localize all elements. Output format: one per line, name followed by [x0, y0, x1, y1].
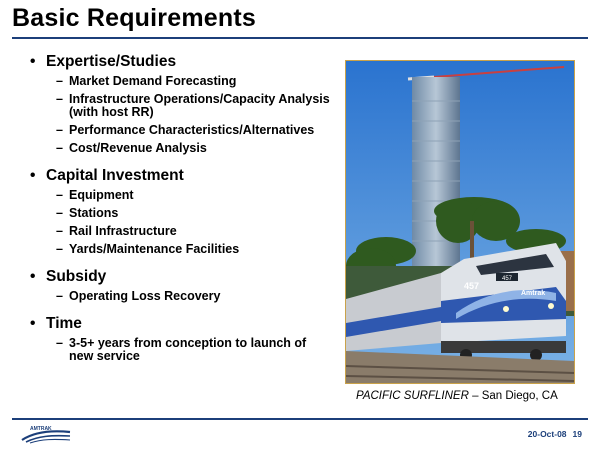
bullet-heading: • Time — [30, 315, 82, 332]
bullet-heading: • Expertise/Studies — [30, 53, 177, 70]
dash-icon: – — [56, 141, 63, 155]
caption-separator: – — [468, 390, 482, 402]
sub-item: – 3-5+ years from conception to launch of new service — [56, 336, 307, 363]
dash-icon: – — [56, 206, 63, 220]
amtrak-logo — [20, 424, 72, 444]
sub-item: – Equipment — [56, 188, 134, 202]
dash-icon: – — [56, 242, 63, 256]
dash-icon: – — [56, 336, 63, 350]
bullet-icon: • — [30, 315, 36, 332]
slide-title: Basic Requirements — [12, 4, 256, 32]
dash-icon: – — [56, 123, 63, 137]
sub-item: – Infrastructure Operations/Capacity Analysis (with host RR) — [56, 92, 330, 119]
sub-item: – Market Demand Forecasting — [56, 74, 237, 88]
dash-icon: – — [56, 224, 63, 238]
sub-item: – Cost/Revenue Analysis — [56, 141, 207, 155]
train-illustration — [346, 61, 574, 383]
sub-item: – Stations — [56, 206, 119, 220]
page-number: 19 — [572, 429, 582, 439]
amtrak-logo-icon — [20, 424, 72, 444]
bullet-heading: • Subsidy — [30, 268, 107, 285]
dash-icon: – — [56, 289, 63, 303]
title-divider — [12, 37, 588, 39]
bullet-icon: • — [30, 53, 36, 70]
dash-icon: – — [56, 74, 63, 88]
bullet-list — [30, 52, 330, 374]
caption-train-name: PACIFIC SURFLINER — [356, 390, 469, 402]
section-expertise — [30, 52, 330, 155]
train-number-plate: 457 — [501, 276, 513, 282]
sub-item: – Performance Characteristics/Alternatives — [56, 123, 315, 137]
caption-location: San Diego, CA — [481, 390, 558, 402]
bullet-icon: • — [30, 167, 36, 184]
section-subsidy — [30, 267, 330, 303]
sub-item: – Yards/Maintenance Facilities — [56, 242, 240, 256]
bullet-heading: • Capital Investment — [30, 167, 184, 184]
sub-item: – Rail Infrastructure — [56, 224, 177, 238]
logo-text: AMTRAK — [30, 426, 52, 432]
train-nose-number: 457 — [464, 281, 480, 291]
footer-info — [522, 429, 582, 439]
section-capital — [30, 166, 330, 256]
dash-icon: – — [56, 92, 63, 106]
section-time — [30, 314, 330, 363]
photo-caption — [356, 390, 558, 402]
sub-item: – Operating Loss Recovery — [56, 289, 221, 303]
bullet-icon: • — [30, 268, 36, 285]
dash-icon: – — [56, 188, 63, 202]
footer-date: 20-Oct-08 — [527, 429, 567, 439]
footer-divider — [12, 418, 588, 420]
train-photo — [345, 60, 575, 384]
train-brand-text: Amtrak — [521, 290, 546, 297]
